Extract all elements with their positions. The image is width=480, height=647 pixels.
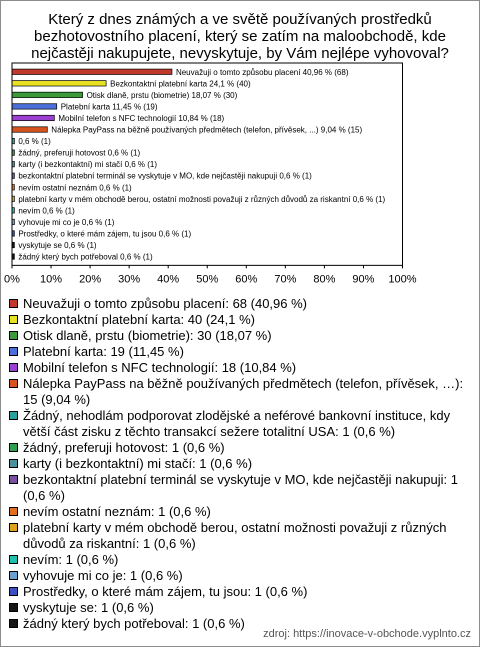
legend-swatch bbox=[9, 523, 18, 532]
legend-label: karty (i bezkontaktní) mi stačí: 1 (0,6 %) bbox=[23, 456, 253, 471]
legend-swatch bbox=[9, 507, 18, 516]
legend-item bbox=[8, 312, 476, 328]
x-tick-label: 30% bbox=[118, 273, 141, 286]
legend-label: Neuvažuji o tomto způsobu placení: 68 (40,96 %) bbox=[23, 296, 308, 311]
bar bbox=[12, 69, 172, 74]
bar-label: Bezkontaktní platební karta 24,1 % (40) bbox=[110, 79, 251, 89]
legend-swatch bbox=[9, 331, 18, 340]
legend-item bbox=[8, 376, 476, 408]
legend-label: žádný, preferuji hotovost: 1 (0,6 %) bbox=[23, 440, 225, 455]
bar-plot bbox=[1, 1, 479, 291]
legend-item bbox=[8, 504, 476, 520]
legend-label: vyskytuje se: 1 (0,6 %) bbox=[23, 600, 154, 615]
legend-label: žádný který bych potřeboval: 1 (0,6 %) bbox=[23, 616, 245, 631]
x-tick-label: 0% bbox=[4, 273, 20, 286]
legend-label: Bezkontaktní platební karta: 40 (24,1 %) bbox=[23, 312, 255, 327]
legend-item bbox=[8, 568, 476, 584]
legend-label: Prostředky, o které mám zájem, tu jsou: 1 (0,6 %) bbox=[23, 584, 308, 599]
bar bbox=[12, 104, 57, 109]
legend-swatch bbox=[9, 619, 18, 628]
legend-swatch bbox=[9, 603, 18, 612]
bar-label: 0,6 % (1) bbox=[18, 137, 51, 147]
legend-swatch bbox=[9, 379, 18, 388]
legend-swatch bbox=[9, 315, 18, 324]
legend-swatch bbox=[9, 459, 18, 468]
legend-swatch bbox=[9, 347, 18, 356]
bar-label: vyskytuje se 0,6 % (1) bbox=[18, 241, 97, 251]
x-tick-label: 60% bbox=[235, 273, 258, 286]
legend-label: platební karty v mém obchodě berou, ostatní možnosti považuji z různých důvodů za riskantní: 1 (0,6 %) bbox=[23, 520, 447, 551]
bar-label: nevím ostatní neznám 0,6 % (1) bbox=[18, 183, 132, 193]
x-tick-label: 40% bbox=[157, 273, 180, 286]
x-tick-label: 50% bbox=[196, 273, 219, 286]
x-tick-label: 80% bbox=[313, 273, 336, 286]
bar bbox=[12, 92, 83, 97]
chart-legend bbox=[8, 296, 476, 632]
x-tick-label: 90% bbox=[352, 273, 375, 286]
legend-item bbox=[8, 344, 476, 360]
legend-item bbox=[8, 456, 476, 472]
legend-item bbox=[8, 296, 476, 312]
legend-swatch bbox=[9, 571, 18, 580]
legend-item bbox=[8, 600, 476, 616]
x-tick-label: 70% bbox=[274, 273, 297, 286]
legend-item bbox=[8, 520, 476, 552]
bar bbox=[12, 115, 54, 120]
bar-label: vyhovuje mi co je 0,6 % (1) bbox=[18, 217, 115, 227]
legend-label: bezkontaktní platební terminál se vyskytuje v MO, kde nejčastěji nakupuji: 1 (0,6 %) bbox=[23, 472, 458, 503]
bar-label: žádný který bych potřeboval 0,6 % (1) bbox=[18, 252, 153, 262]
legend-label: Mobilní telefon s NFC technologií: 18 (10,84 %) bbox=[23, 360, 297, 375]
legend-item bbox=[8, 360, 476, 376]
legend-label: nevím ostatní neznám: 1 (0,6 %) bbox=[23, 504, 211, 519]
legend-item bbox=[8, 408, 476, 440]
source-credit: zdroj: https://inovace-v-obchode.vyplnto.cz bbox=[263, 628, 471, 640]
legend-label: vyhovuje mi co je: 1 (0,6 %) bbox=[23, 568, 183, 583]
bar-label: karty (i bezkontaktní) mi stačí 0,6 % (1) bbox=[18, 160, 158, 170]
x-tick-label: 20% bbox=[79, 273, 102, 286]
legend-item bbox=[8, 328, 476, 344]
legend-swatch bbox=[9, 299, 18, 308]
bar bbox=[12, 81, 106, 86]
legend-label: Otisk dlaně, prstu (biometrie): 30 (18,07 %) bbox=[23, 328, 272, 343]
legend-label: nevím: 1 (0,6 %) bbox=[23, 552, 119, 567]
bar bbox=[12, 127, 47, 132]
legend-item bbox=[8, 472, 476, 504]
bar-label: platební karty v mém obchodě berou, ostatní možnosti považuji z různých důvodů za riskantní 0,6 % (1) bbox=[18, 194, 386, 204]
legend-item bbox=[8, 584, 476, 600]
legend-swatch bbox=[9, 411, 18, 420]
bar-label: Mobilní telefon s NFC technologií 10,84 % (18) bbox=[58, 113, 225, 123]
legend-label: Žádný, nehodlám podporovat zlodějské a neférové bankovní instituce, kdy větší část zisku z těchto transakcí sežere totalitní USA: 1 (0,6 %) bbox=[23, 408, 451, 439]
bar-label: Otisk dlaně, prstu (biometrie) 18,07 % (30) bbox=[86, 90, 238, 100]
bar-label: nevím 0,6 % (1) bbox=[18, 206, 75, 216]
bar-label: Platební karta 11,45 % (19) bbox=[60, 102, 158, 112]
legend-swatch bbox=[9, 555, 18, 564]
bar-label: Neuvažuji o tomto způsobu placení 40,96 % (68) bbox=[175, 67, 349, 77]
legend-swatch bbox=[9, 587, 18, 596]
bar-label: Prostředky, o které mám zájem, tu jsou 0,6 % (1) bbox=[18, 229, 192, 239]
legend-swatch bbox=[9, 475, 18, 484]
legend-swatch bbox=[9, 363, 18, 372]
legend-label: Nálepka PayPass na běžně používaných předmětech (telefon, přívěsek, …): 15 (9,04 %) bbox=[23, 376, 464, 407]
legend-swatch bbox=[9, 443, 18, 452]
x-tick-label: 100% bbox=[388, 273, 417, 286]
chart-title: Který z dnes známých a ve světě používaných prostředků bezhotovostního placení, který se zatím na maloobchodě, kde nejčastěji nakupujete, nevyskytuje, by Vám nejlépe vyhovoval? bbox=[31, 11, 449, 62]
bar-label: Nálepka PayPass na běžně používaných předmětech (telefon, přívěsek, ...) 9,04 % (15) bbox=[51, 125, 363, 135]
legend-item bbox=[8, 440, 476, 456]
x-tick-label: 10% bbox=[40, 273, 63, 286]
bar-label: žádný, preferuji hotovost 0,6 % (1) bbox=[18, 148, 141, 158]
legend-item bbox=[8, 552, 476, 568]
legend-label: Platební karta: 19 (11,45 %) bbox=[23, 344, 184, 359]
bar-label: bezkontaktní platební terminál se vyskytuje v MO, kde nejčastěji nakupuji 0,6 % (1) bbox=[18, 171, 312, 181]
